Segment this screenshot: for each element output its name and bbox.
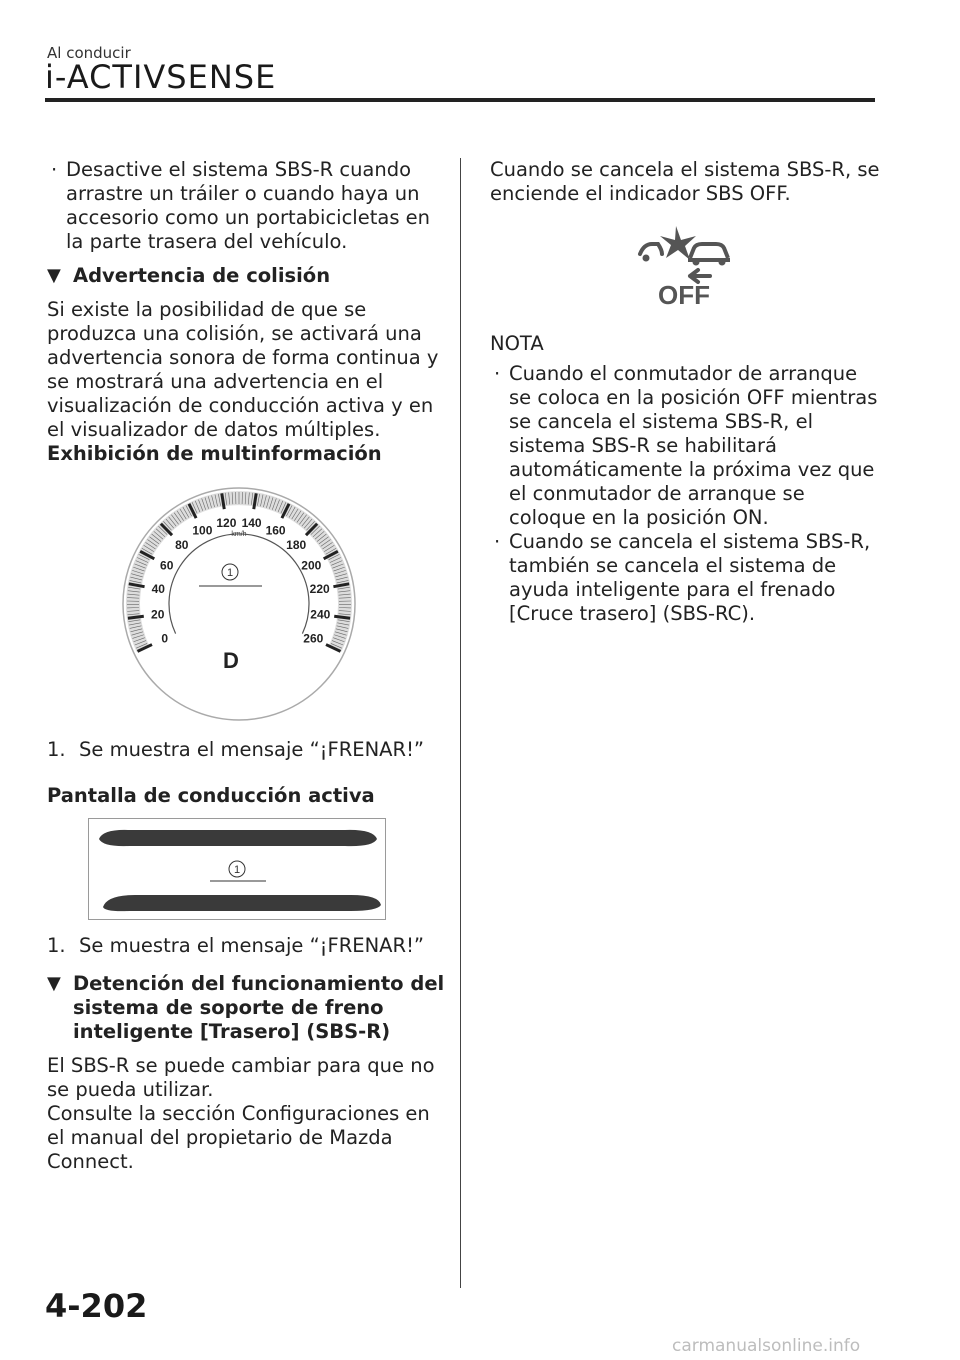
column-divider (460, 158, 461, 1288)
active-driving-display-figure (88, 818, 386, 920)
tick-label: 60 (160, 558, 174, 573)
tick-label: 160 (265, 523, 286, 538)
tick-label: 80 (175, 538, 189, 553)
page-number: 4-202 (45, 1287, 148, 1325)
left-column (47, 158, 445, 1174)
paragraph-sbsr-disable: El SBS-R se puede cambiar para que no se pueda utilizar. (47, 1054, 435, 1101)
major-tick (128, 616, 144, 618)
tick-label: 200 (301, 558, 322, 573)
tick-label: 260 (303, 631, 324, 646)
note-bullet-1: · Cuando el conmutador de arranque se coloca en la posición OFF mientras se cancela el sistema SBS-R, el sistema SBS-R se habilitará automáticamente la próxima vez que el conmutador de arranque se coloque en la posición ON. (490, 362, 880, 530)
tick-label: 180 (286, 538, 307, 553)
triangle-down-icon: ▼ (47, 265, 61, 286)
paragraph-settings-ref: Consulte la sección Configuraciones en el manual del propietario de Mazda Connect. (47, 1102, 430, 1173)
off-label: OFF (658, 280, 710, 308)
caption-text: Se muestra el mensaje “¡FRENAR!” (79, 738, 424, 761)
active-display-svg (89, 819, 385, 919)
triangle-down-icon: ▼ (47, 973, 61, 994)
caption-text: Se muestra el mensaje “¡FRENAR!” (79, 934, 424, 957)
speedometer-figure (119, 484, 359, 724)
tick-label: 0 (161, 631, 169, 646)
tick-label: 100 (192, 523, 213, 538)
heading-stop-sbsr-text: Detención del funcionamiento del sistema de soporte de freno inteligente [Trasero] (SBS-R) (73, 972, 445, 1043)
top-bar (99, 830, 377, 846)
right-column (490, 158, 880, 626)
front-car-shape (690, 244, 728, 258)
caption-number: 1. (47, 738, 66, 761)
paragraph-sbs-off: Cuando se cancela el sistema SBS-R, se enciende el indicador SBS OFF. (490, 158, 880, 205)
gear-indicator: D (223, 648, 239, 673)
heading-collision-warning (47, 264, 445, 288)
sbs-off-svg (632, 222, 732, 308)
section-label: Al conducir (47, 44, 131, 62)
heading-collision-warning-text: Advertencia de colisión (73, 264, 331, 287)
tick-label: 40 (151, 582, 165, 597)
paragraph-collision: Si existe la posibilidad de que se produzca una colisión, se activará una advertencia sonora de forma continua y se mostrará una advertencia en el visualización de conducción activa y en el visualizador de datos múltiples. (47, 298, 439, 441)
callout-number: 1 (233, 864, 241, 876)
caption-multiinfo (47, 738, 445, 762)
header-rule (45, 98, 875, 102)
caption-active-display (47, 934, 445, 958)
major-tick (334, 616, 350, 618)
rear-car-shape (640, 244, 662, 254)
bullet-trailer-note: · Desactive el sistema SBS-R cuando arrastre un tráiler o cuando haya un accesorio como un portabicicletas en la parte trasera del vehículo. (47, 158, 445, 254)
speedometer-svg (119, 484, 359, 724)
tick-label: 240 (310, 607, 331, 622)
unit-label: km/h (231, 531, 247, 538)
tick-label: 220 (309, 582, 330, 597)
tick-label: 120 (216, 516, 237, 530)
chapter-title: i-ACTIVSENSE (45, 58, 277, 96)
sbs-off-indicator-icon (632, 222, 732, 308)
tick-label: 20 (151, 607, 165, 622)
label-multiinfo: Exhibición de multinformación (47, 442, 382, 465)
dial-outer-ring (123, 488, 355, 720)
bottom-bar (103, 895, 381, 911)
watermark: carmanualsonline.info (672, 1336, 861, 1356)
tick-label: 140 (241, 516, 262, 530)
caption-number: 1. (47, 934, 66, 957)
heading-stop-sbsr (47, 972, 445, 1044)
label-active-display: Pantalla de conducción activa (47, 784, 375, 807)
note-heading: NOTA (490, 332, 544, 355)
callout-number: 1 (226, 567, 234, 579)
note-bullet-2: · Cuando se cancela el sistema SBS-R, también se cancela el sistema de ayuda inteligente para el frenado [Cruce trasero] (SBS-RC). (490, 530, 880, 626)
